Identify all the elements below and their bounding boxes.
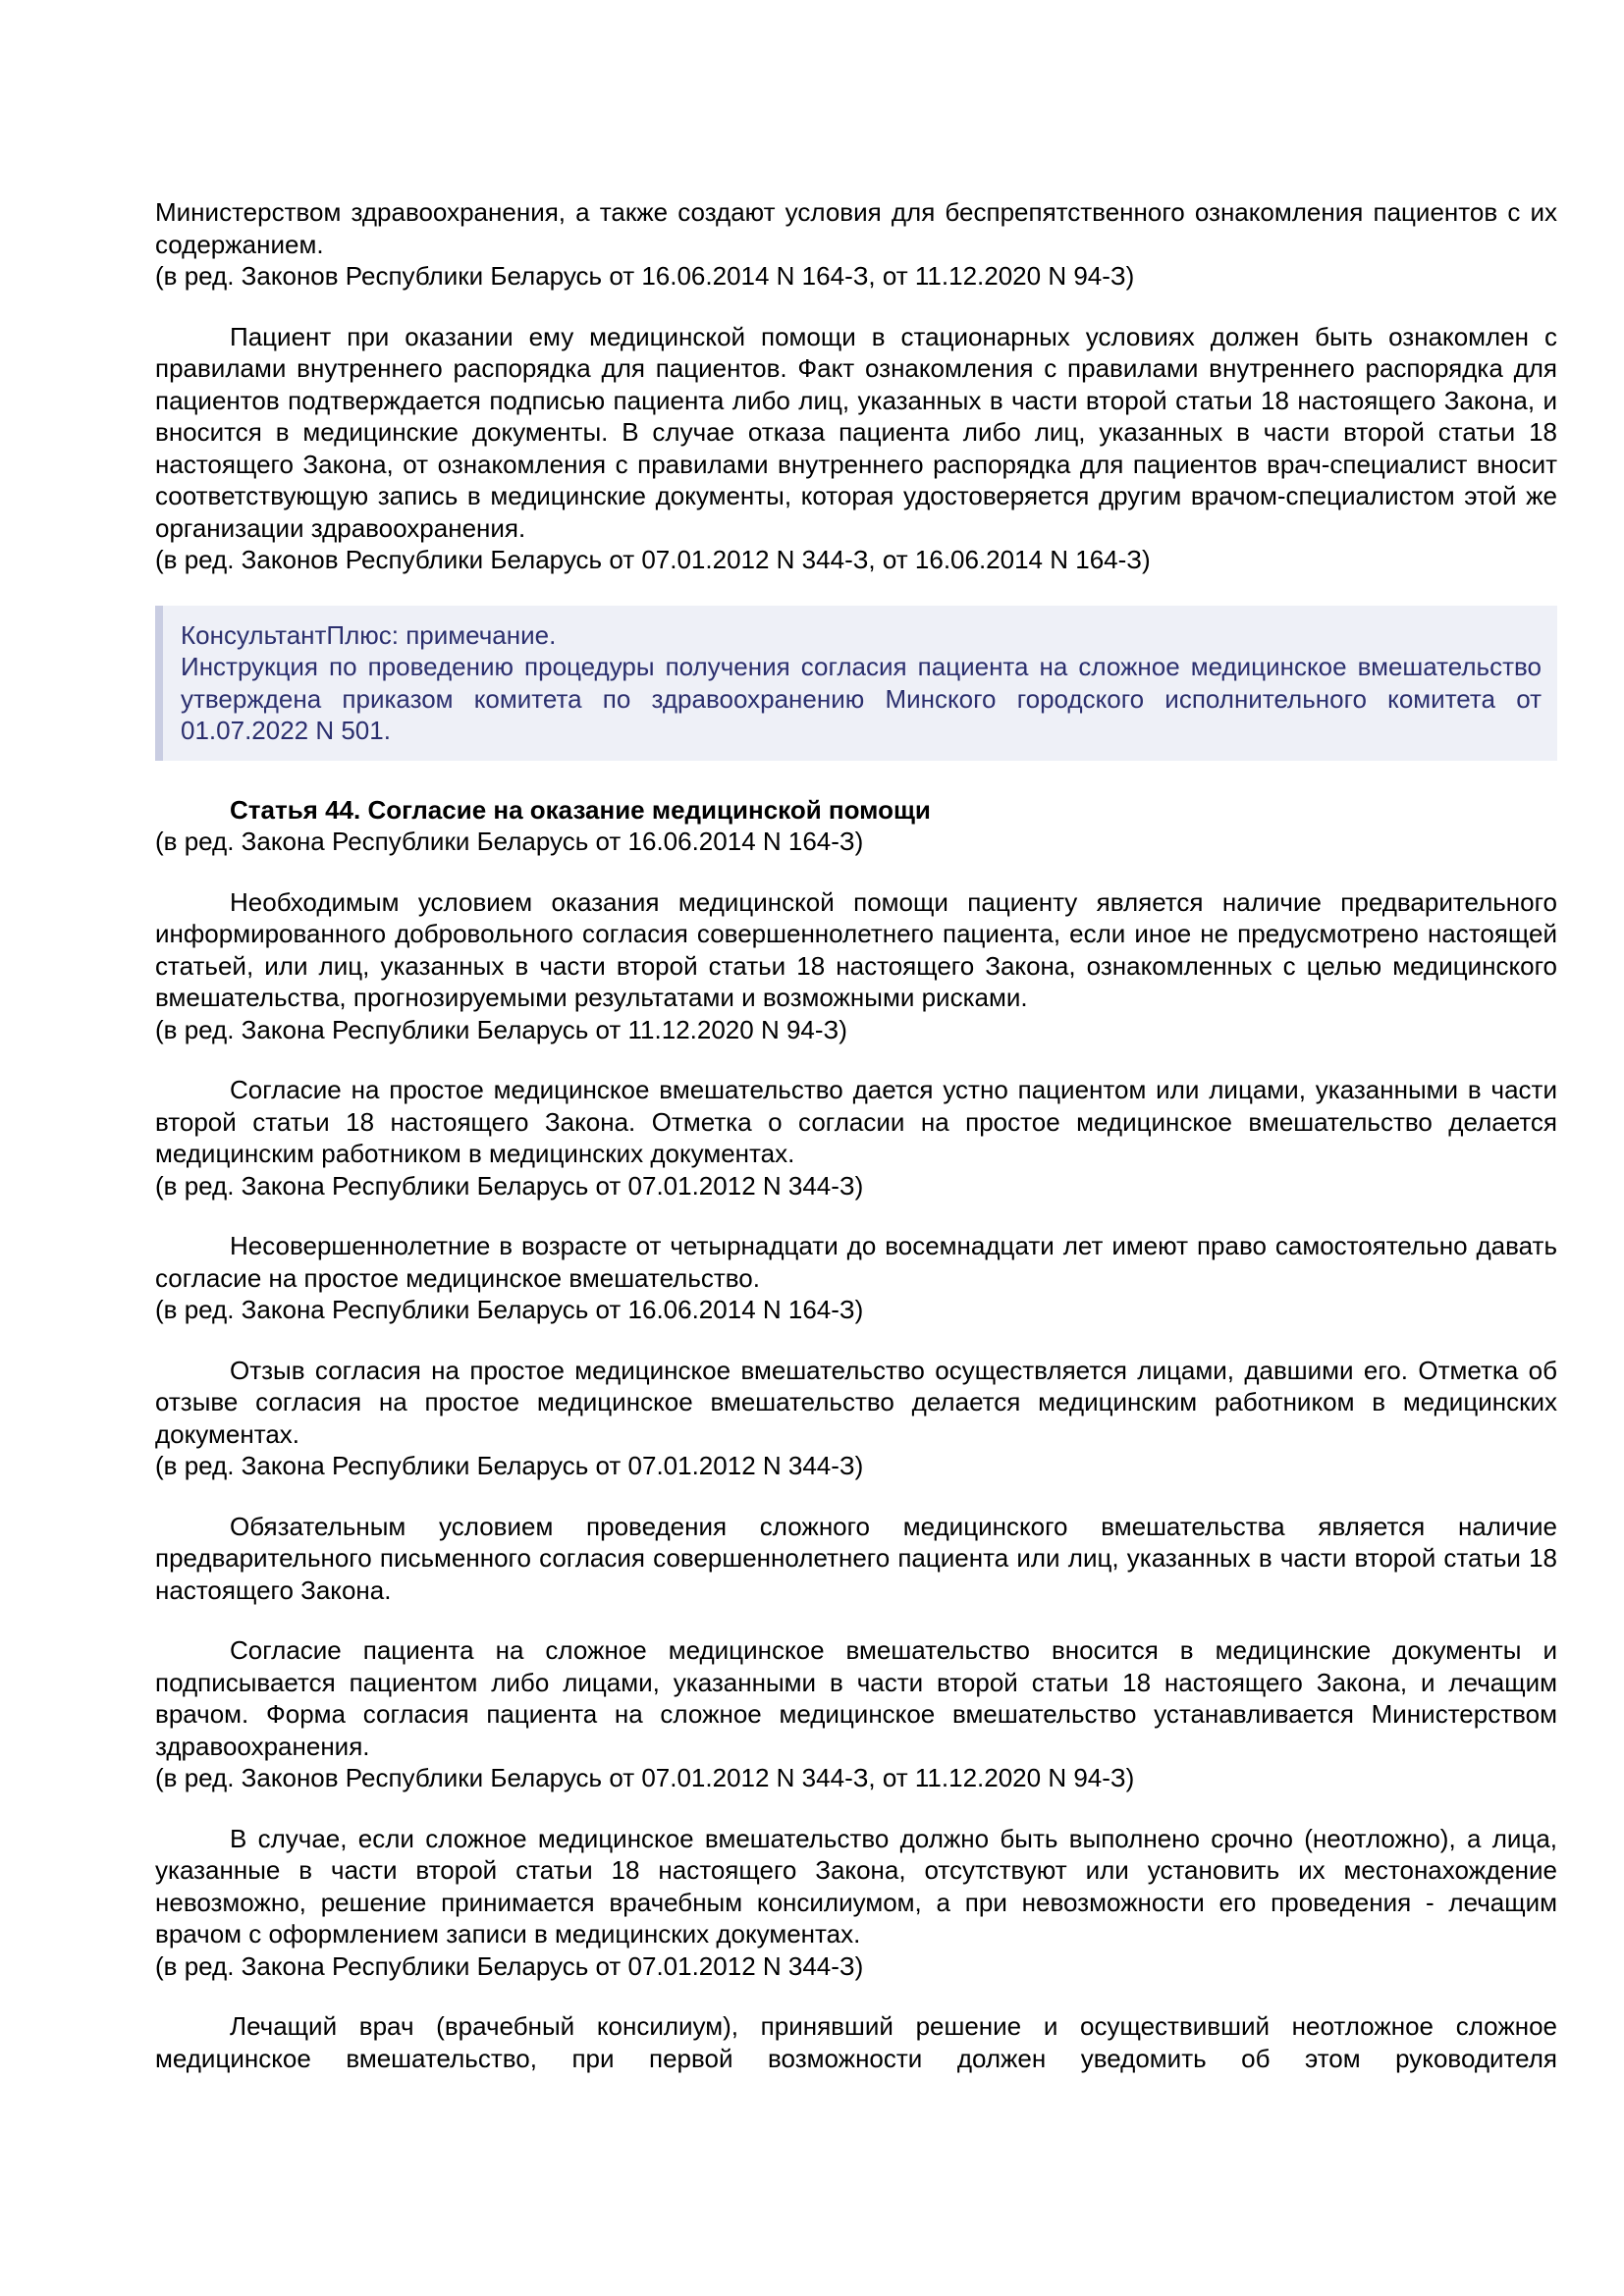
- paragraph: Пациент при оказании ему медицинской помощи в стационарных условиях должен быть ознакомлен с правилами внутреннего распорядка для пациентов. Факт ознакомления с правилами внутреннего распорядка для пациентов подтверждается подписью пациента либо лиц, указанных в части второй статьи 18 настоящего Закона, и вносится в медицинские документы. В случае отказа пациента либо лиц, указанных в части второй статьи 18 настоящего Закона, от ознакомления с правилами внутреннего распорядка для пациентов врач-специалист вносит соответствующую запись в медицинские документы, которая удостоверяется другим врачом-специалистом этой же организации здравоохранения.: [155, 321, 1557, 543]
- article-title: Статья 44. Согласие на оказание медицинской помощи: [230, 794, 931, 825]
- paragraph: Согласие на простое медицинское вмешательство дается устно пациентом или лицами, указанными в части второй статьи 18 настоящего Закона. Отметка о согласии на простое медицинское вмешательство делается медицинским работником в медицинских документах.: [155, 1075, 1557, 1168]
- paragraph: Лечащий врач (врачебный консилиум), принявший решение и осуществивший неотложное сложное медицинское вмешательство, при первой возможности должен уведомить об этом руководителя: [155, 2011, 1557, 2073]
- amendment-reference: (в ред. Закона Республики Беларусь от 07.01.2012 N 344-З): [155, 1451, 864, 1480]
- paragraph: Необходимым условием оказания медицинской помощи пациенту является наличие предварительного информированного добровольного согласия совершеннолетнего пациента, если иное не предусмотрено настоящей статьей, или лиц, указанных в части второй статьи 18 настоящего Закона, ознакомленных с целью медицинского вмешательства, прогнозируемыми результатами и возможными рисками.: [155, 886, 1557, 1012]
- paragraph: Согласие пациента на сложное медицинское вмешательство вносится в медицинские документы и подписывается пациентом либо лицами, указанными в части второй статьи 18 настоящего Закона, и лечащим врачом. Форма согласия пациента на сложное медицинское вмешательство устанавливается Министерством здравоохранения.: [155, 1635, 1557, 1761]
- paragraph: В случае, если сложное медицинское вмешательство должно быть выполнено срочно (неотложно), а лица, указанные в части второй статьи 18 настоящего Закона, отсутствуют или установить их местонахождение невозможно, решение принимается врачебным консилиумом, а при невозможности его проведения - лечащим врачом с оформлением записи в медицинских документах.: [155, 1823, 1557, 1949]
- paragraph: Министерством здравоохранения, а также создают условия для беспрепятственного ознакомления пациентов с их содержанием.: [155, 197, 1557, 259]
- paragraph: Обязательным условием проведения сложного медицинского вмешательства является наличие предварительного письменного согласия совершеннолетнего пациента или лиц, указанных в части второй статьи 18 настоящего Закона.: [155, 1511, 1557, 1605]
- amendment-reference: (в ред. Закона Республики Беларусь от 16.06.2014 N 164-З): [155, 827, 864, 856]
- amendment-reference: (в ред. Закона Республики Беларусь от 11.12.2020 N 94-З): [155, 1014, 847, 1044]
- paragraph: Отзыв согласия на простое медицинское вмешательство осуществляется лицами, давшими его. Отметка об отзыве согласия на простое медицинское вмешательство делается медицинским работником в медицинских документах.: [155, 1355, 1557, 1449]
- amendment-reference: (в ред. Закона Республики Беларусь от 16.06.2014 N 164-З): [155, 1295, 864, 1324]
- consultant-note: [155, 606, 1557, 761]
- amendment-reference: (в ред. Закона Республики Беларусь от 07.01.2012 N 344-З): [155, 1950, 864, 1981]
- amendment-reference: (в ред. Законов Республики Беларусь от 07.01.2012 N 344-З, от 16.06.2014 N 164-З): [155, 545, 1151, 574]
- note-text: Инструкция по проведению процедуры получения согласия пациента на сложное медицинское вмешательство утверждена приказом комитета по здравоохранению Минского городского исполнительного комитета от 01.07.2022 N 501.: [181, 652, 1542, 745]
- amendment-reference: (в ред. Закона Республики Беларусь от 07.01.2012 N 344-З): [155, 1170, 864, 1201]
- paragraph: Несовершеннолетние в возрасте от четырнадцати до восемнадцати лет имеют право самостоятельно давать согласие на простое медицинское вмешательство.: [155, 1231, 1557, 1293]
- document-page: [155, 196, 1557, 2074]
- amendment-reference: (в ред. Законов Республики Беларусь от 16.06.2014 N 164-З, от 11.12.2020 N 94-З): [155, 261, 1135, 291]
- amendment-reference: (в ред. Законов Республики Беларусь от 07.01.2012 N 344-З, от 11.12.2020 N 94-З): [155, 1763, 1135, 1792]
- note-title: КонсультантПлюс: примечание.: [181, 619, 557, 650]
